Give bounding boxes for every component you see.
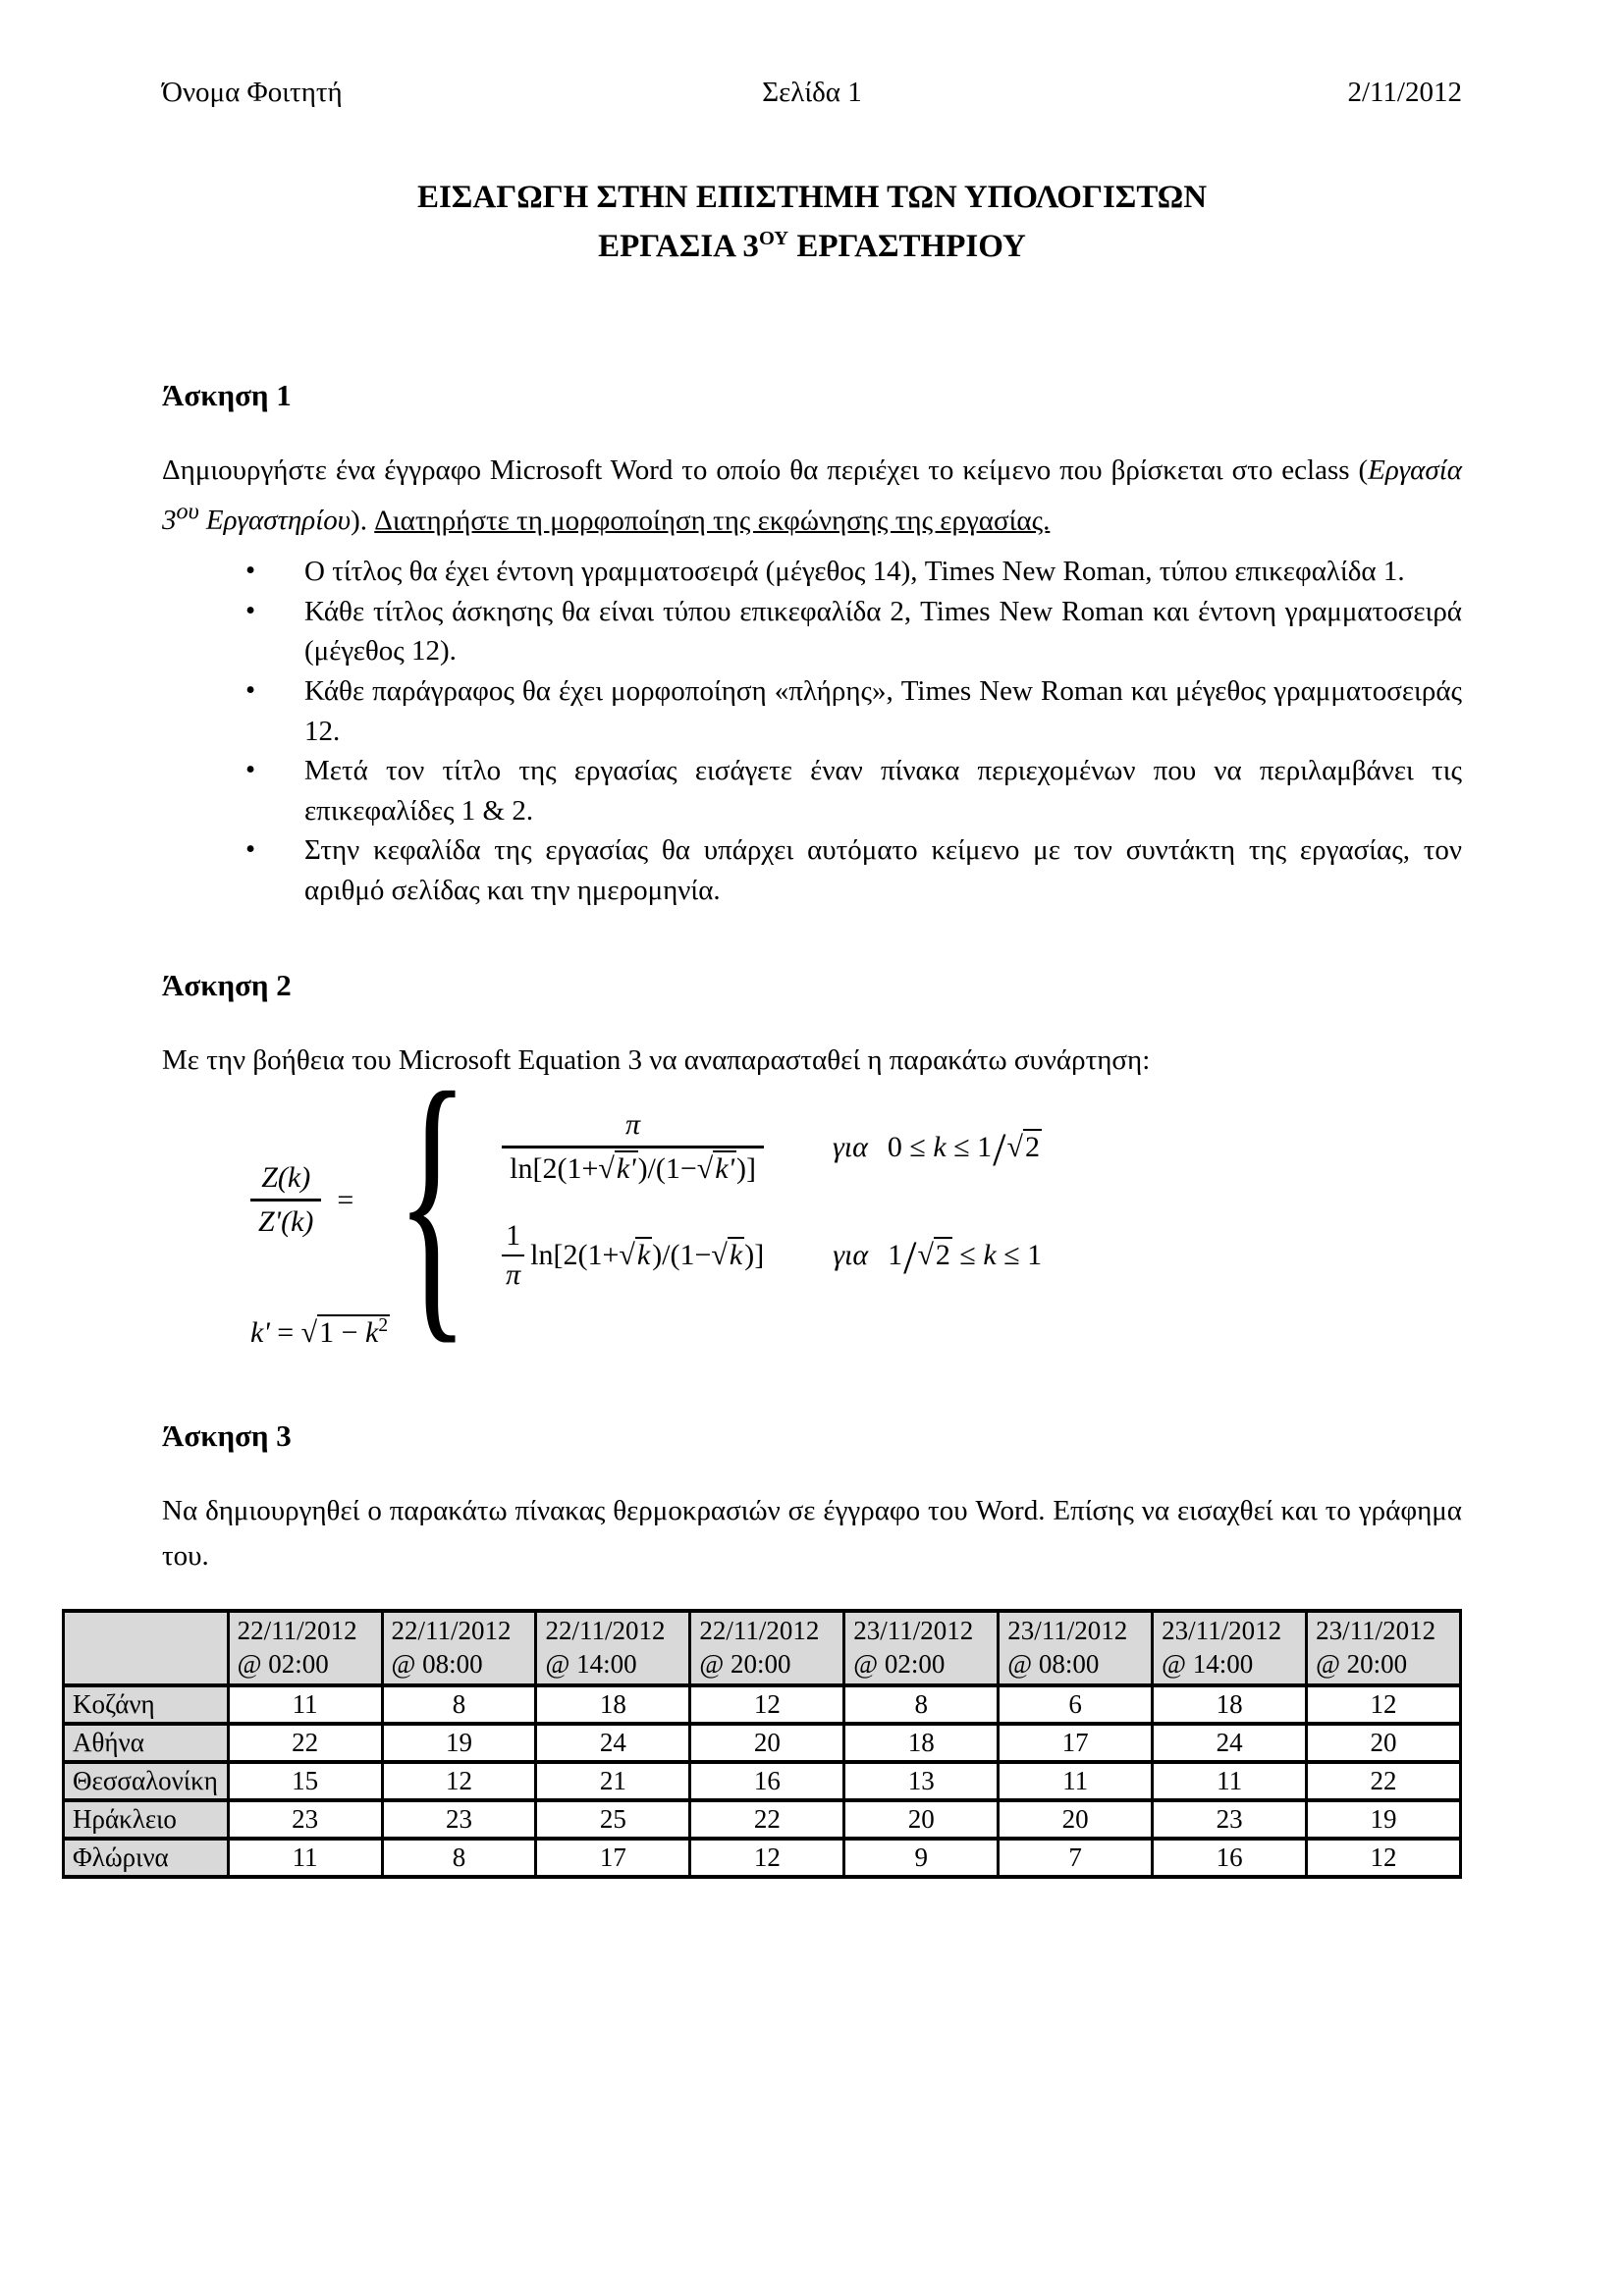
temperature-value-cell: 23: [382, 1800, 536, 1839]
temperature-value-cell: 8: [382, 1685, 536, 1724]
exercise2-intro: Με την βοήθεια του Microsoft Equation 3 να αναπαρασταθεί η παρακάτω συνάρτηση:: [162, 1043, 1151, 1076]
table-column-header: [536, 1611, 690, 1685]
subtitle-text-rest: ΕΡΓΑΣΤΗΡΙΟΥ: [788, 229, 1026, 264]
header-date: 2/11/2012: [1347, 77, 1462, 108]
table-row: [64, 1685, 1461, 1724]
temperature-value-cell: 18: [1153, 1685, 1307, 1724]
intro-underlined-text: Διατηρήστε τη μορφοποίηση της εκφώνησης της εργασίας.: [374, 505, 1051, 537]
temperature-value-cell: 15: [228, 1762, 382, 1800]
column-time: @ 08:00: [1007, 1648, 1100, 1679]
bullet-item: • Στην κεφαλίδα της εργασίας θα υπάρχει αυτόματο κείμενο με τον συντάκτη της εργασίας, τον αριθμό σελίδας και την ημερομηνία.: [304, 830, 1462, 910]
bullet-item: • Ο τίτλος θα έχει έντονη γραμματοσειρά (μέγεθος 14), Times New Roman, τύπου επικεφαλίδα 1.: [304, 552, 1462, 592]
table-column-header: [690, 1611, 844, 1685]
equation-lhs-fraction: $\frac{Z(k)}{Z'(k)}$: [250, 1161, 321, 1239]
exercise1-bullets: [162, 552, 1462, 910]
sqrt: $√1 - k^2$: [300, 1315, 389, 1350]
temperature-value-cell: 12: [690, 1685, 844, 1724]
intro-italic: Εργασία $3^{o\upsilon}$ Εργαστηρίου: [162, 454, 1462, 537]
equation-case-1: [502, 1108, 1042, 1186]
column-date: 23/11/2012: [853, 1616, 974, 1646]
temperature-value-cell: 25: [536, 1800, 690, 1839]
temperature-value-cell: 17: [536, 1839, 690, 1877]
table-column-header: [999, 1611, 1153, 1685]
sqrt: √k: [619, 1239, 651, 1272]
equation-cases: [488, 1108, 1042, 1292]
temperature-value-cell: 16: [1153, 1839, 1307, 1877]
temperature-value-cell: 12: [382, 1762, 536, 1800]
temperature-value-cell: 22: [1307, 1762, 1461, 1800]
temperature-value-cell: 11: [999, 1762, 1153, 1800]
header-student-name: Όνομα Φοιτητή: [162, 77, 343, 108]
column-time: @ 02:00: [237, 1648, 329, 1679]
column-time: @ 14:00: [1162, 1648, 1254, 1679]
temperature-value-cell: 19: [1307, 1800, 1461, 1839]
sqrt: √k: [711, 1239, 743, 1272]
temperature-value-cell: 23: [1153, 1800, 1307, 1839]
temperature-value-cell: 24: [1153, 1724, 1307, 1762]
column-date: 22/11/2012: [545, 1616, 666, 1646]
temperature-value-cell: 22: [690, 1800, 844, 1839]
case1-condition: για 0 ≤ k ≤ 1/√2: [832, 1123, 1040, 1176]
row-city-label: Θεσσαλονίκη: [64, 1762, 229, 1800]
bullet-item: • Κάθε παράγραφος θα έχει μορφοποίηση «πλήρης», Times New Roman και μέγεθος γραμματοσειράς 12.: [304, 671, 1462, 751]
column-time: @ 20:00: [1316, 1648, 1408, 1679]
subtitle-superscript: ΟΥ: [758, 228, 789, 249]
temperature-value-cell: 22: [228, 1724, 382, 1762]
column-date: 23/11/2012: [1007, 1616, 1128, 1646]
column-time: @ 14:00: [545, 1648, 637, 1679]
temperature-value-cell: 9: [844, 1839, 999, 1877]
table-column-header: [1153, 1611, 1307, 1685]
case1-fraction: $\frac{\pi}{\ln[2(1+√k')/(1-√k')]}$: [502, 1108, 764, 1186]
table-row: [64, 1762, 1461, 1800]
temperature-value-cell: 18: [844, 1724, 999, 1762]
sqrt: √k': [696, 1152, 734, 1186]
case2-coefficient: $\frac{1}{\pi}$: [502, 1219, 524, 1292]
row-city-label: Φλώρινα: [64, 1839, 229, 1877]
temperature-value-cell: 16: [690, 1762, 844, 1800]
temperature-value-cell: 11: [228, 1685, 382, 1724]
table-row: [64, 1724, 1461, 1762]
table-row: [64, 1800, 1461, 1839]
table-corner-cell: [64, 1611, 229, 1685]
header-page-number: Σελίδα 1: [762, 77, 862, 108]
temperature-value-cell: 20: [999, 1800, 1153, 1839]
column-time: @ 20:00: [699, 1648, 791, 1679]
temperature-value-cell: 7: [999, 1839, 1153, 1877]
temperature-value-cell: 6: [999, 1685, 1153, 1724]
equation-main: $\frac{Z(k)}{Z'(k)}$ = { $\frac{\pi}{\ln[2(1+√k')/(1-√k')]}$ για 0 ≤ k ≤ 1/√2 $\frac{1}{\pi}$ ln[2(1+√k)/(1−√k)] για 1/√2 ≤ k ≤ 1: [250, 1108, 1462, 1292]
row-city-label: Αθήνα: [64, 1724, 229, 1762]
column-date: 23/11/2012: [1316, 1616, 1436, 1646]
temperature-value-cell: 23: [228, 1800, 382, 1839]
table-header-row: [64, 1611, 1461, 1685]
k-prime-definition: $k' = √1 - k^2$: [250, 1315, 389, 1350]
table-body: [64, 1685, 1461, 1877]
table-row: [64, 1839, 1461, 1877]
temperature-value-cell: 13: [844, 1762, 999, 1800]
temperature-value-cell: 11: [228, 1839, 382, 1877]
table-column-header: [1307, 1611, 1461, 1685]
temperature-table: [62, 1609, 1462, 1879]
exercise3-intro: Να δημιουργηθεί ο παρακάτω πίνακας θερμοκρασιών σε έγγραφο του Word. Επίσης να εισαχθεί και το γράφημα του.: [162, 1495, 1462, 1573]
temperature-value-cell: 8: [844, 1685, 999, 1724]
exercise1-intro: Δημιουργήστε ένα έγγραφο Microsoft Word το οποίο θα περιέχει το κείμενο που βρίσκεται στο eclass (Εργασία $3^{o\upsilon}$ Εργαστηρίου). Διατηρήστε τη μορφοποίηση της εκφώνησης της εργασίας.: [162, 454, 1462, 537]
column-time: @ 02:00: [853, 1648, 946, 1679]
temperature-value-cell: 8: [382, 1839, 536, 1877]
exercise1-heading: Άσκηση 1: [162, 378, 292, 412]
temperature-value-cell: 12: [1307, 1839, 1461, 1877]
temperature-value-cell: 17: [999, 1724, 1153, 1762]
column-date: 23/11/2012: [1162, 1616, 1282, 1646]
subtitle-text: ΕΡΓΑΣΙΑ 3: [598, 229, 759, 264]
exercise3-heading: Άσκηση 3: [162, 1418, 292, 1454]
row-city-label: Ηράκλειο: [64, 1800, 229, 1839]
sqrt: √k': [598, 1152, 636, 1186]
temperature-value-cell: 12: [690, 1839, 844, 1877]
sqrt: √2: [1006, 1130, 1040, 1163]
temperature-value-cell: 21: [536, 1762, 690, 1800]
temperature-value-cell: 20: [844, 1800, 999, 1839]
equation-case-2: $\frac{1}{\pi}$ ln[2(1+√k)/(1−√k)] για 1/√2 ≤ k ≤ 1: [502, 1219, 1042, 1292]
temperature-value-cell: 12: [1307, 1685, 1461, 1724]
sqrt: √2: [917, 1239, 950, 1272]
column-date: 22/11/2012: [237, 1616, 357, 1646]
table-column-header: [844, 1611, 999, 1685]
column-date: 22/11/2012: [699, 1616, 820, 1646]
table-column-header: [382, 1611, 536, 1685]
bullet-item: • Κάθε τίτλος άσκησης θα είναι τύπου επικεφαλίδα 2, Times New Roman και έντονη γραμματοσειρά (μέγεθος 12).: [304, 592, 1462, 671]
temperature-value-cell: 18: [536, 1685, 690, 1724]
temperature-value-cell: 20: [1307, 1724, 1461, 1762]
temperature-value-cell: 24: [536, 1724, 690, 1762]
temperature-value-cell: 20: [690, 1724, 844, 1762]
bullet-item: • Μετά τον τίτλο της εργασίας εισάγετε έναν πίνακα περιεχομένων που να περιλαμβάνει τις επικεφαλίδες 1 & 2.: [304, 751, 1462, 830]
document-title: ΕΙΣΑΓΩΓΗ ΣΤΗΝ ΕΠΙΣΤΗΜΗ ΤΩΝ ΥΠΟΛΟΓΙΣΤΩΝ: [416, 180, 1208, 215]
temperature-value-cell: 19: [382, 1724, 536, 1762]
document-subtitle: [162, 228, 1462, 265]
row-city-label: Κοζάνη: [64, 1685, 229, 1724]
intro-text: Δημιουργήστε ένα έγγραφο Microsoft Word το οποίο θα περιέχει το κείμενο που βρίσκεται στο eclass (: [162, 454, 1369, 486]
case2-condition: για 1/√2 ≤ k ≤ 1: [833, 1232, 1043, 1285]
table-column-header: [228, 1611, 382, 1685]
exercise2-heading: Άσκηση 2: [162, 967, 292, 1002]
equals-sign: =: [337, 1183, 354, 1216]
column-date: 22/11/2012: [391, 1616, 512, 1646]
page-header: [162, 77, 1462, 109]
column-time: @ 08:00: [391, 1648, 483, 1679]
temperature-value-cell: 11: [1153, 1762, 1307, 1800]
